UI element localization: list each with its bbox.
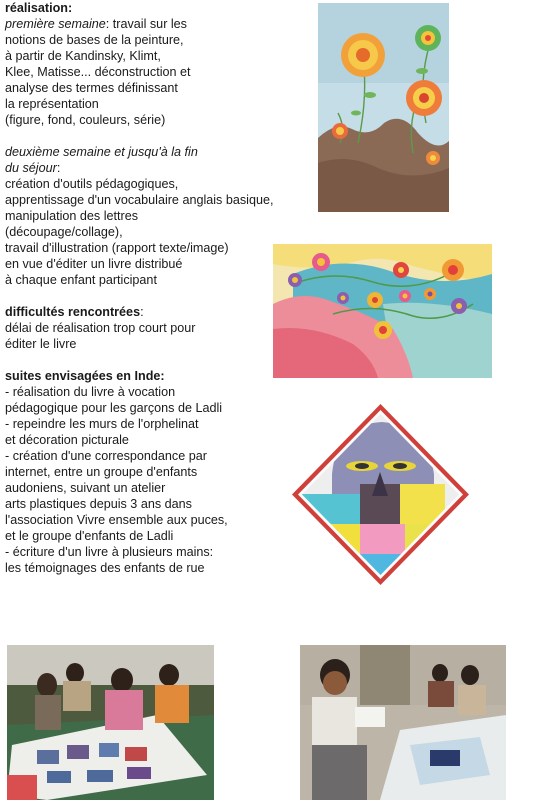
painted-flower: [367, 292, 383, 308]
week1-label: première semaine: [5, 17, 106, 31]
difficultes-heading-line: [5, 304, 273, 320]
sunflower: [332, 123, 348, 139]
week2-label-line: [5, 160, 273, 176]
children-workshop-photo-art: [7, 645, 214, 800]
flower-vine-painting-art: [273, 244, 492, 378]
week1-first-line: [5, 16, 273, 32]
week2-line: en vue d'éditer un livre distribué: [5, 257, 183, 271]
difficultes-heading: difficultés rencontrées: [5, 305, 141, 319]
week1-line: (figure, fond, couleurs, série): [5, 113, 166, 127]
spacer: [5, 288, 273, 304]
painted-flower: [442, 259, 464, 281]
painted-flower: [374, 321, 392, 339]
boy-cutting-paper-photo-art: [300, 645, 506, 800]
difficultes-line: délai de réalisation trop court pour: [5, 321, 196, 335]
week2-line: apprentissage d'un vocabulaire anglais basique,: [5, 193, 274, 207]
suites-line: pédagogique pour les garçons de Ladli: [5, 401, 223, 415]
week2-line: création d'outils pédagogiques,: [5, 177, 179, 191]
week2-line: manipulation des lettres: [5, 209, 139, 223]
suites-line: - création d'une correspondance par: [5, 449, 207, 463]
suites-line: les témoignages des enfants de rue: [5, 561, 205, 575]
diamond-mask-painting-art: [292, 404, 469, 585]
suites-line: internet, entre un groupe d'enfants: [5, 465, 198, 479]
sunflower-painting: [318, 3, 449, 212]
painted-flower: [288, 273, 302, 287]
children-workshop-photo: [7, 645, 214, 800]
spacer: [5, 352, 273, 368]
week1-line: à partir de Kandinsky, Klimt,: [5, 49, 161, 63]
suites-line: l'association Vivre ensemble aux puces,: [5, 513, 228, 527]
suites-line: audoniens, suivant un atelier: [5, 481, 166, 495]
text-column: [5, 0, 273, 576]
week1-line: : travail sur les: [105, 17, 187, 31]
week2-label-suffix: :: [56, 161, 61, 175]
difficultes-line: éditer le livre: [5, 337, 77, 351]
week1-line: Klee, Matisse... déconstruction et: [5, 65, 191, 79]
week1-line: notions de bases de la peinture,: [5, 33, 184, 47]
difficultes-heading-suffix: :: [140, 305, 144, 319]
painted-flower: [393, 262, 409, 278]
flower-vine-painting: [273, 244, 492, 378]
week2-label: du séjour: [5, 161, 57, 175]
suites-heading: suites envisagées en Inde:: [5, 369, 165, 383]
suites-line: - réalisation du livre à vocation: [5, 385, 176, 399]
week2-line: (découpage/collage),: [5, 225, 123, 239]
sunflower: [406, 80, 442, 116]
suites-line: arts plastiques depuis 3 ans dans: [5, 497, 192, 511]
painted-flower: [424, 288, 436, 300]
sunflower: [426, 151, 440, 165]
suites-line: - écriture d'un livre à plusieurs mains:: [5, 545, 214, 559]
week2-label: deuxième semaine et jusqu'à la fin: [5, 145, 198, 159]
spacer: [5, 128, 273, 144]
week1-line: la représentation: [5, 97, 99, 111]
suites-line: et le groupe d'enfants de Ladli: [5, 529, 174, 543]
week2-line: travail d'illustration (rapport texte/image): [5, 241, 229, 255]
diamond-mask-painting: [292, 404, 469, 585]
week1-line: analyse des termes définissant: [5, 81, 178, 95]
painted-flower: [312, 253, 330, 271]
realisation-heading: réalisation:: [5, 1, 73, 15]
painted-flower: [337, 292, 349, 304]
boy-cutting-paper-photo: [300, 645, 506, 800]
painted-flower: [451, 298, 467, 314]
sunflower-painting-art: [318, 3, 449, 212]
suites-line: et décoration picturale: [5, 433, 129, 447]
suites-line: - repeindre les murs de l'orphelinat: [5, 417, 199, 431]
sunflower: [341, 33, 385, 77]
painted-flower: [399, 290, 411, 302]
week2-line: à chaque enfant participant: [5, 273, 157, 287]
sunflower: [415, 25, 441, 51]
